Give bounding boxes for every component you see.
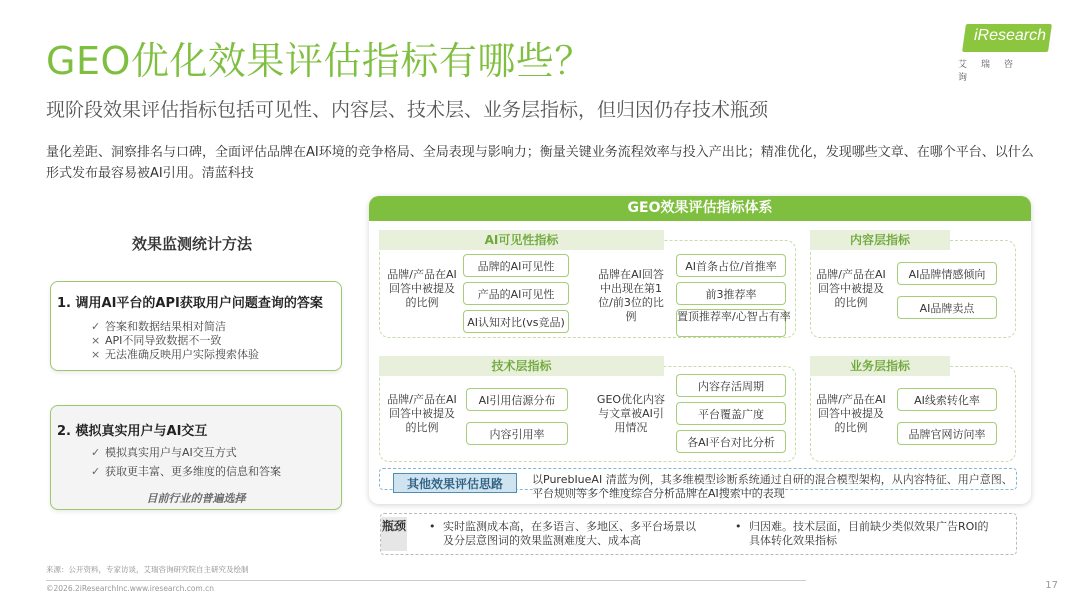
method-item: × 无法准确反映用户实际搜索体验 [91, 348, 259, 361]
group-label-business: 业务层指标 [810, 356, 950, 376]
bottleneck-item: • 归因难。技术层面，目前缺少类似效果广告ROI的具体转化效果指标 [735, 520, 989, 547]
iresearch-logo [958, 24, 1050, 83]
panel-title: GEO效果评估指标体系 [369, 196, 1031, 221]
intro-text: 量化差距、洞察排名与口碑，全面评估品牌在AI环境的竞争格局、全局表现与影响力；衡量关键业务流程效率与投入产出比；精准优化，发现哪些文章、在哪个平台、以什么形式发布最容易被AI引用。清蓝科技 [46, 145, 1034, 181]
method-card-api [50, 281, 342, 371]
pill-ai-cognition: AI认知对比(vs竞品) [463, 310, 569, 333]
method-heading: 2. 模拟真实用户与AI交互 [57, 424, 208, 439]
bottleneck-label: 瓶颈 [381, 517, 407, 551]
pill-source-distribution: AI引用信源分布 [466, 388, 568, 411]
copyright: ©2026.2iResearchInc.www.iresearch.com.cn [46, 584, 214, 593]
page-number: 17 [1045, 580, 1058, 591]
pill-brand-visibility: 品牌的AI可见性 [463, 254, 569, 277]
visibility-left-text: 品牌/产品在AI回答中被提及的比例 [387, 268, 457, 309]
group-label-visibility: AI可见性指标 [379, 230, 664, 250]
content-text: 品牌/产品在AI回答中被提及的比例 [816, 268, 886, 309]
pill-platform-compare: 各AI平台对比分析 [676, 430, 786, 453]
pill-product-visibility: 产品的AI可见性 [463, 282, 569, 305]
method-item: × API不同导致数据不一致 [91, 334, 222, 347]
footer-divider [46, 580, 806, 581]
pill-selling-point: AI品牌卖点 [897, 296, 997, 319]
group-label-content: 内容层指标 [810, 230, 950, 250]
method-heading: 1. 调用AI平台的API获取用户问题查询的答案 [57, 296, 323, 311]
method-item: ✓ 模拟真实用户与AI交互方式 [91, 446, 237, 459]
cross-icon: × [91, 334, 101, 347]
tech-left-text: 品牌/产品在AI回答中被提及的比例 [387, 393, 457, 434]
other-ideas-row [379, 468, 1017, 500]
page-title: GEO优化效果评估指标有哪些？ [46, 39, 593, 83]
other-ideas-label: 其他效果评估思路 [393, 473, 517, 493]
check-icon: ✓ [91, 446, 101, 459]
pill-first-rank: AI首条占位/首推率 [676, 254, 786, 277]
method-footer: 目前行业的普遍选择 [146, 492, 246, 505]
page-subtitle: 现阶段效果评估指标包括可见性、内容层、技术层、业务层指标，但归因仍存技术瓶颈 [46, 99, 769, 121]
method-card-simulate [50, 405, 342, 510]
other-ideas-text: 以PurebIueAI 清蓝为例，其多维模型诊断系统通过自研的混合模型架构，从内容特征、用户意图、平台规则等多个维度综合分析品牌在AI搜索中的表现 [532, 473, 1013, 500]
bottleneck-item: • 实时监测成本高，在多语言、多地区、多平台场景以及分层意图词的效果监测难度大、成本高 [429, 520, 696, 547]
check-icon: ✓ [91, 320, 101, 333]
tech-mid-text: GEO优化内容与文章被AI引用情况 [596, 393, 666, 434]
pill-pinned: 置顶推荐率/心智占有率 [676, 309, 786, 337]
pill-coverage: 平台覆盖广度 [676, 402, 786, 425]
pill-lead-conversion: AI线索转化率 [897, 388, 997, 411]
pill-citation-rate: 内容引用率 [466, 422, 568, 445]
cross-icon: × [91, 348, 101, 361]
method-item: ✓ 答案和数据结果相对简洁 [91, 320, 226, 333]
pill-top3: 前3推荐率 [676, 282, 786, 305]
business-text: 品牌/产品在AI回答中被提及的比例 [816, 393, 886, 434]
logo-text: iResearch [973, 27, 1046, 44]
pill-site-visit: 品牌官网访问率 [897, 422, 997, 445]
bottleneck-box [380, 513, 1017, 555]
check-icon: ✓ [91, 465, 101, 478]
group-label-tech: 技术层指标 [379, 356, 664, 376]
pill-lifecycle: 内容存活周期 [676, 374, 786, 397]
pill-sentiment: AI品牌情感倾向 [897, 262, 997, 285]
logo-cn-text: 艾瑞咨询 [958, 60, 1028, 83]
method-item: ✓ 获取更丰富、更多维度的信息和答案 [91, 465, 281, 478]
source-note: 来源：公开资料，专家访谈，艾瑞咨询研究院自主研究及绘制 [46, 565, 249, 574]
visibility-mid-text: 品牌在AI回答中出现在第1位/前3位的比例 [598, 268, 664, 323]
methods-title: 效果监测统计方法 [132, 235, 253, 253]
